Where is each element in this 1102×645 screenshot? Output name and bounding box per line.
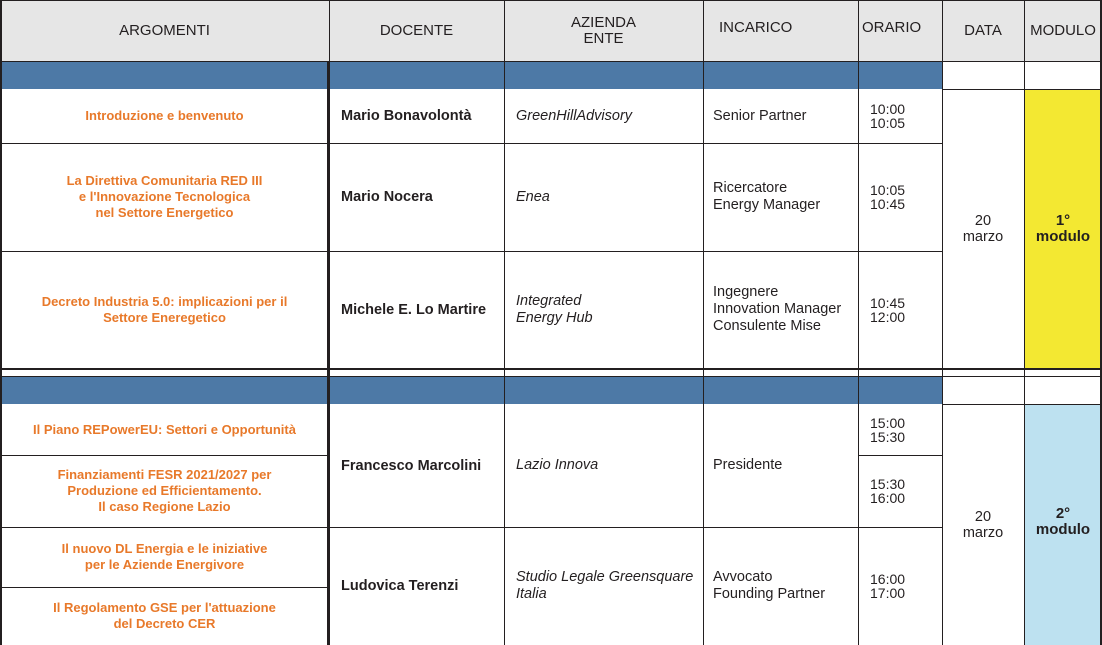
grid-line [0, 527, 942, 528]
docente-4: Francesco Marcolini [341, 457, 482, 474]
incarico-1: Senior Partner [713, 107, 807, 124]
modulo-1-badge: 1° modulo [1024, 89, 1102, 368]
orario-4: 15:00 15:30 [870, 414, 906, 445]
header-azienda: AZIENDA ENTE [504, 0, 703, 62]
header-docente: DOCENTE [329, 0, 504, 62]
header-modulo: MODULO [1024, 0, 1102, 62]
orario-1: 10:00 10:05 [870, 101, 906, 131]
grid-line [0, 251, 942, 252]
modulo-2-badge: 2° modulo [1024, 404, 1102, 645]
grid-line [942, 0, 943, 645]
grid-line [0, 587, 329, 588]
incarico-2: Ricercatore Energy Manager [713, 180, 821, 213]
grid-line [0, 376, 1102, 377]
grid-line [0, 0, 1102, 1]
orario-2: 10:05 10:45 [870, 182, 906, 212]
grid-line [0, 455, 329, 456]
section-bar-module2 [0, 377, 942, 404]
azienda-1: GreenHillAdvisory [516, 107, 633, 124]
header-orario: ORARIO [858, 0, 942, 62]
argomento-2: La Direttiva Comunitaria RED III e l'Innovazione Tecnologica nel Settore Energetico [66, 173, 263, 220]
grid-line [329, 0, 330, 62]
incarico-5: Avvocato Founding Partner [713, 569, 826, 602]
azienda-5: Studio Legale Greensquare Italia [516, 569, 694, 602]
argomento-4: Il Piano REPowerEU: Settori e Opportunità [33, 421, 296, 437]
grid-line [327, 62, 330, 645]
argomento-5: Finanziamenti FESR 2021/2027 per Produzione ed Efficientamento. Il caso Regione Lazio [57, 467, 272, 514]
orario-5: 15:30 16:00 [870, 476, 906, 506]
grid-line [942, 89, 1102, 90]
azienda-4: Lazio Innova [516, 457, 599, 473]
grid-line [858, 455, 942, 456]
grid-line [0, 61, 1102, 62]
data-module2: 20 marzo [962, 508, 1004, 541]
docente-1: Mario Bonavolontà [341, 108, 472, 124]
docente-3: Michele E. Lo Martire [341, 301, 487, 318]
orario-3: 10:45 12:00 [870, 294, 906, 325]
grid-line [0, 368, 1102, 370]
argomento-7: Il Regolamento GSE per l'attuazione del Decreto CER [53, 600, 276, 631]
grid-line [0, 0, 2, 645]
docente-5: Ludovica Terenzi [341, 578, 459, 594]
section-bar-module1 [0, 62, 942, 89]
incarico-3: Ingegnere Innovation Manager Consulente Mise [713, 284, 842, 334]
data-module1: 20 marzo [962, 212, 1004, 245]
argomento-1: Introduzione e benvenuto [85, 108, 244, 123]
argomento-3: Decreto Industria 5.0: implicazioni per il Settore Eneregetico [41, 293, 288, 325]
argomento-6: Il nuovo DL Energia e le iniziative per le Aziende Energivore [61, 541, 268, 572]
incarico-4: Presidente [713, 457, 783, 473]
grid-line [0, 143, 942, 144]
azienda-2: Enea [516, 188, 550, 205]
azienda-3: Integrated Energy Hub [516, 292, 593, 326]
grid-line [942, 404, 1102, 405]
docente-2: Mario Nocera [341, 189, 433, 205]
header-argomenti: ARGOMENTI [0, 0, 329, 62]
header-data: DATA [942, 0, 1024, 62]
grid-line [858, 0, 859, 645]
header-incarico: INCARICO [703, 0, 858, 62]
orario-6: 16:00 17:00 [870, 571, 906, 601]
grid-line [504, 0, 505, 645]
grid-line [1024, 0, 1025, 645]
grid-line [703, 0, 704, 645]
